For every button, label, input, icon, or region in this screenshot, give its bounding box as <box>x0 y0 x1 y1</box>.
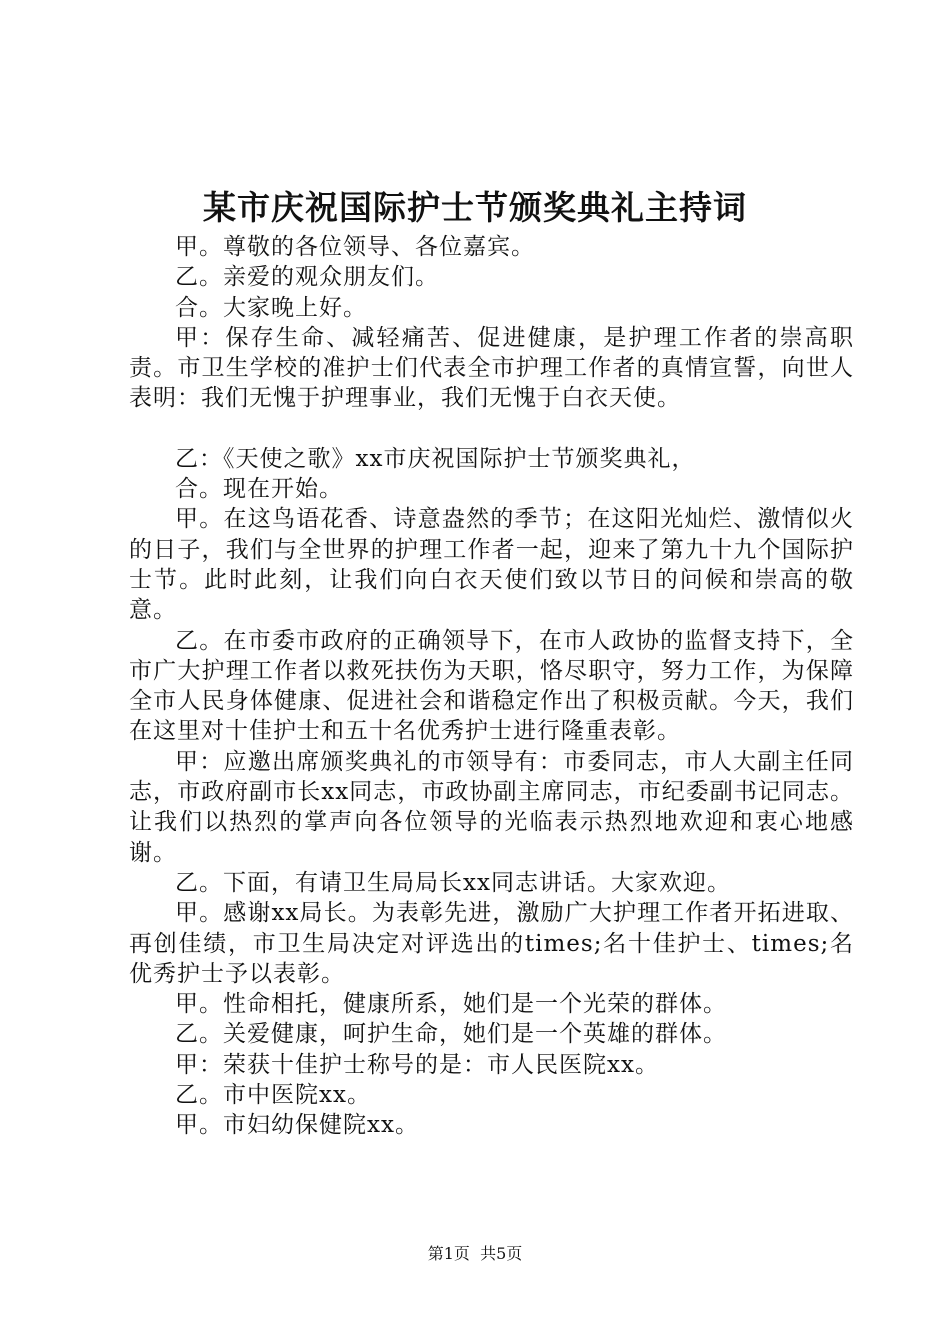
paragraph: 合。大家晚上好。 <box>175 294 367 321</box>
paragraph: 甲。性命相托，健康所系，她们是一个光荣的群体。 <box>175 991 727 1018</box>
paragraph: 乙。市中医院xx。 <box>175 1082 371 1109</box>
paragraph: 乙。下面，有请卫生局局长xx同志讲话。大家欢迎。 <box>175 869 731 896</box>
paragraph: 乙：《天使之歌》xx市庆祝国际护士节颁奖典礼， <box>175 445 696 472</box>
paragraph: 甲。感谢xx局长。为表彰先进，激励广大护理工作者开拓进取、再创佳绩，市卫生局决定对评选出的times;名十佳护士、times;名优秀护士予以表彰。 <box>129 900 854 987</box>
paragraph: 甲：应邀出席颁奖典礼的市领导有：市委同志，市人大副主任同志，市政府副市长xx同志，市政协副主席同志，市纪委副书记同志。让我们以热烈的掌声向各位领导的光临表示热烈地欢迎和衷心地感谢。 <box>129 748 854 866</box>
paragraph: 乙。在市委市政府的正确领导下，在市人政协的监督支持下，全市广大护理工作者以救死扶伤为天职，恪尽职守，努力工作，为保障全市人民身体健康、促进社会和谐稳定作出了积极贡献。今天，我们在这里对十佳护士和五十名优秀护士进行隆重表彰。 <box>129 627 854 745</box>
paragraph: 甲。市妇幼保健院xx。 <box>175 1112 419 1139</box>
paragraph: 甲：荣获十佳护士称号的是：市人民医院xx。 <box>175 1051 659 1078</box>
document-title: 某市庆祝国际护士节颁奖典礼主持词 <box>203 188 747 227</box>
paragraph: 乙。亲爱的观众朋友们。 <box>175 264 439 291</box>
paragraph: 甲。尊敬的各位领导、各位嘉宾。 <box>175 234 535 260</box>
paragraph: 甲。在这鸟语花香、诗意盎然的季节；在这阳光灿烂、激情似火的日子，我们与全世界的护理工作者一起，迎来了第九十九个国际护士节。此时此刻，让我们向白衣天使们致以节日的问候和崇高的敬意。 <box>129 506 854 624</box>
paragraph: 甲：保存生命、减轻痛苦、促进健康，是护理工作者的崇高职责。市卫生学校的准护士们代表全市护理工作者的真情宣誓，向世人表明：我们无愧于护理事业，我们无愧于白衣天使。 <box>129 324 854 412</box>
page-footer: 第1页 共5页 <box>427 1244 523 1263</box>
document-body <box>129 232 854 1141</box>
paragraph: 合。现在开始。 <box>175 476 343 503</box>
paragraph: 乙。关爱健康，呵护生命，她们是一个英雄的群体。 <box>175 1021 727 1048</box>
